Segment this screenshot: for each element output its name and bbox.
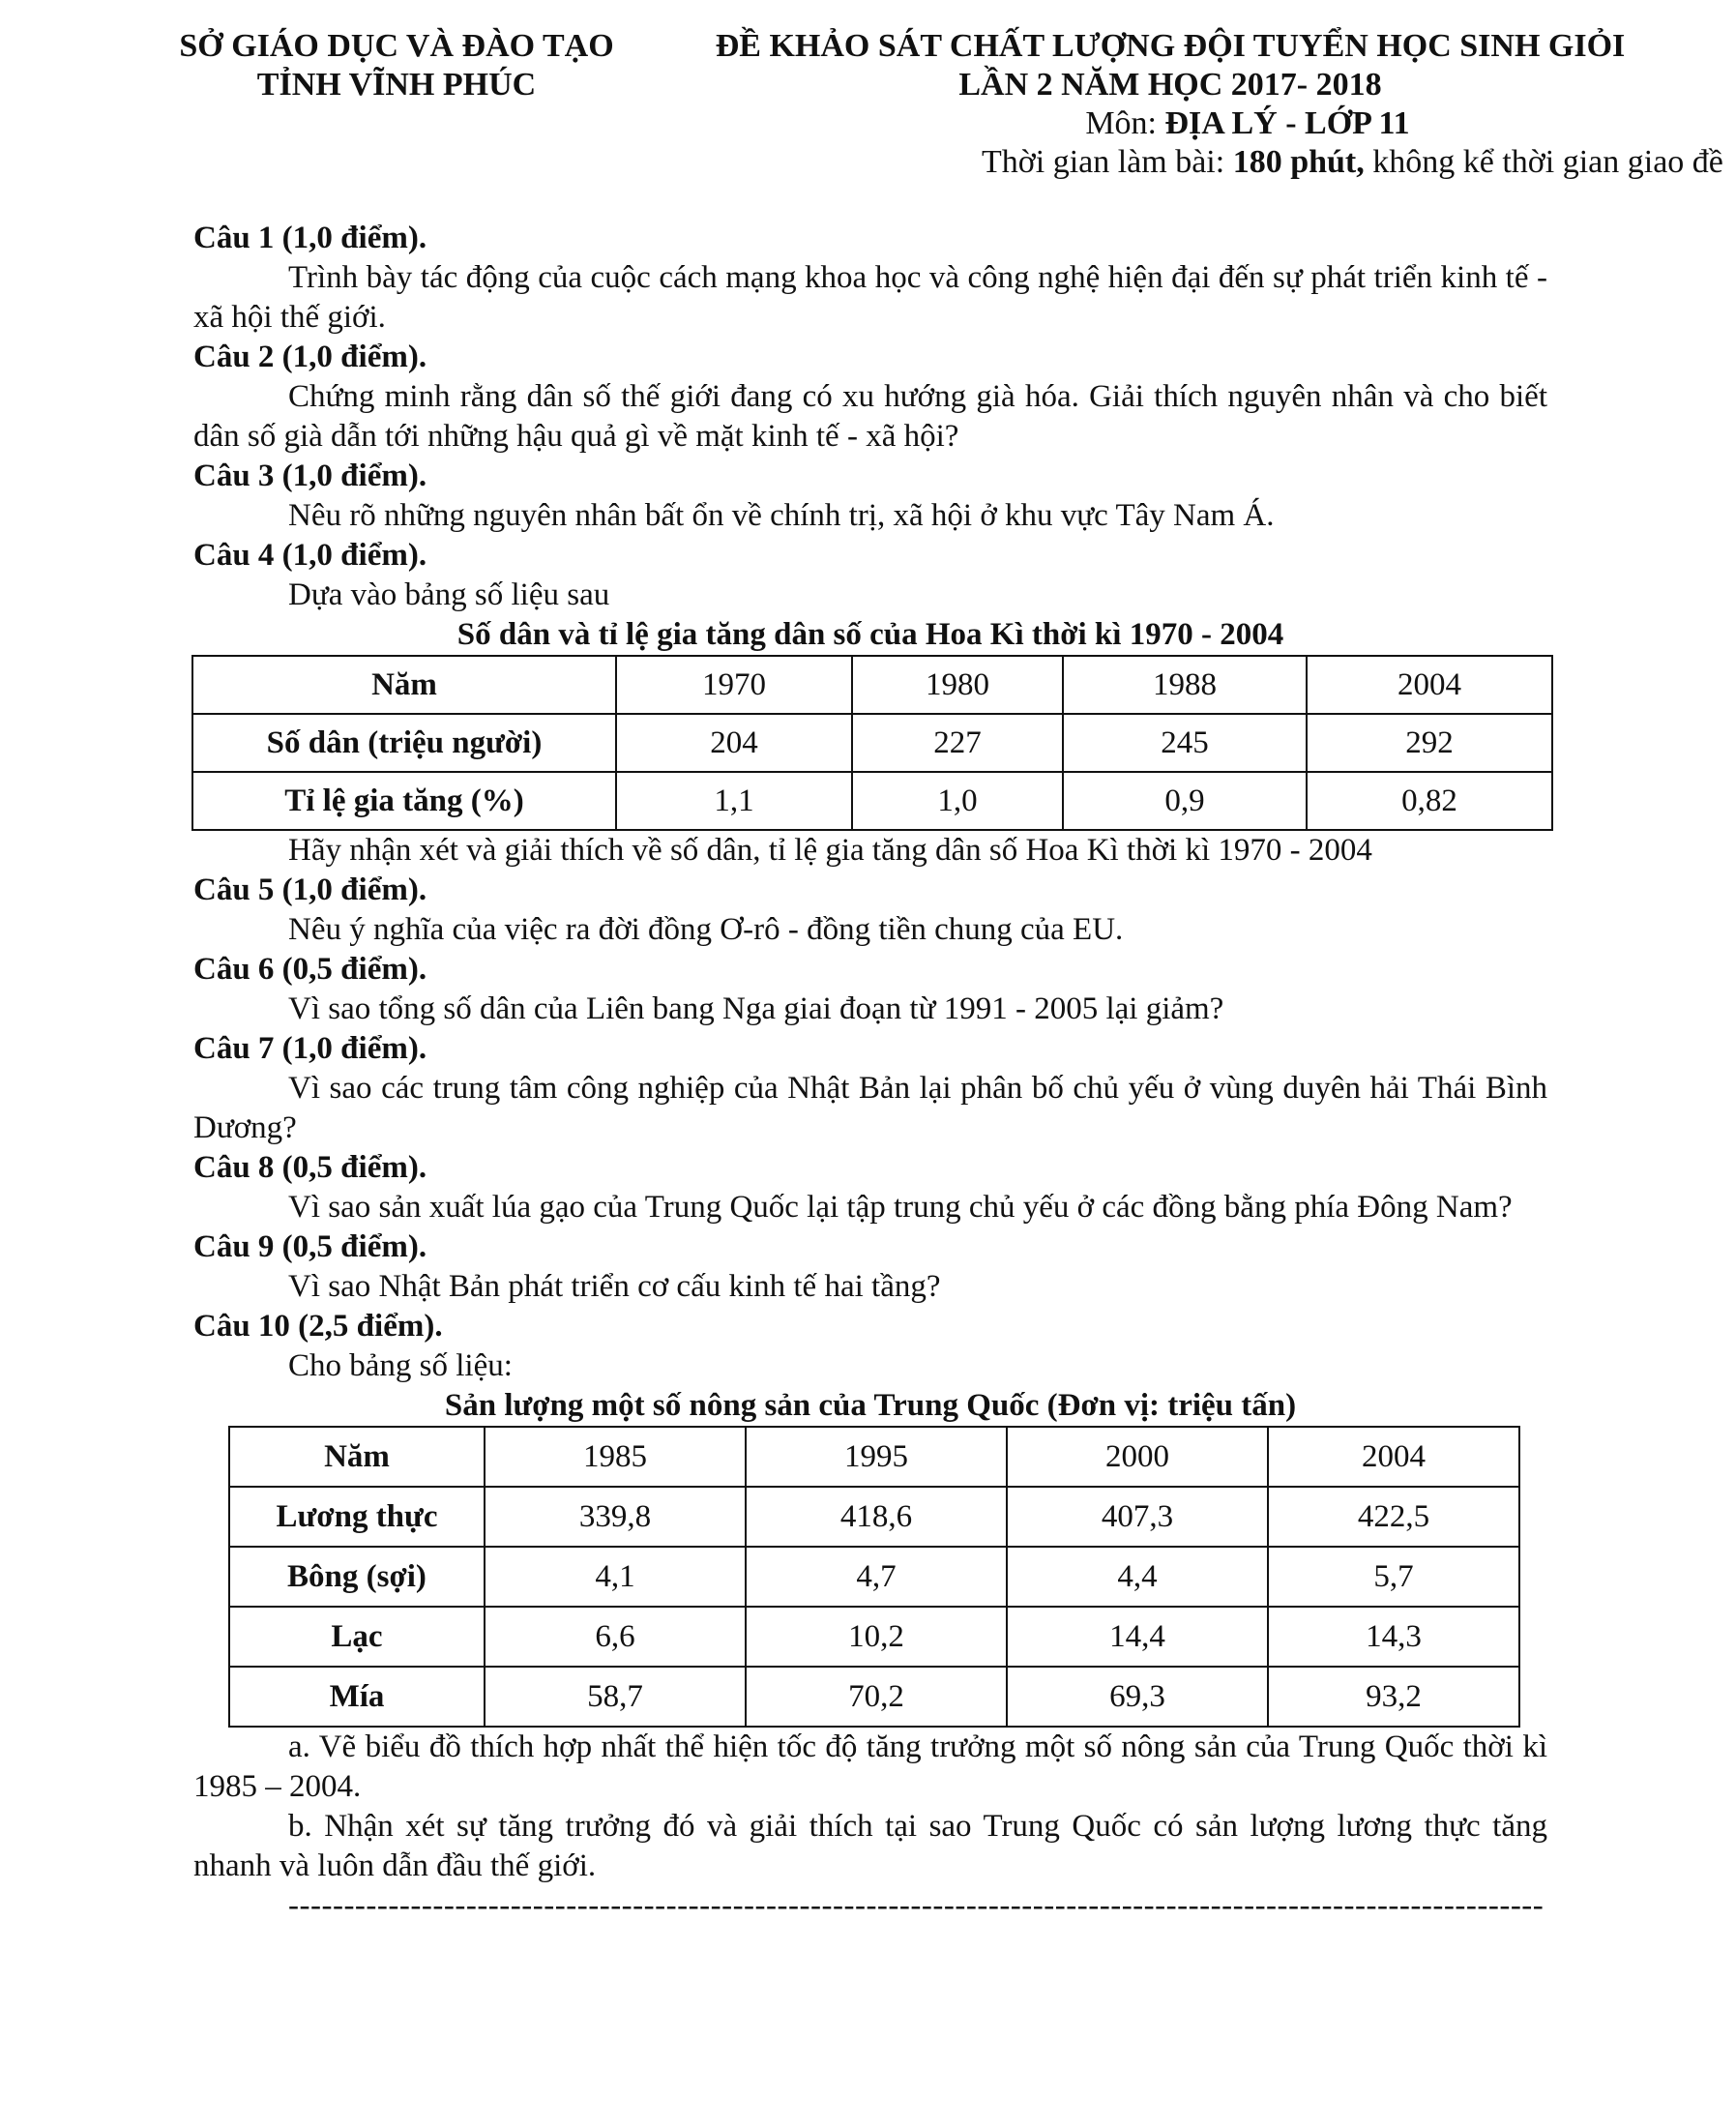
- table-row: [229, 1427, 1519, 1487]
- table-row: [192, 656, 1552, 714]
- table-row-label: Mía: [229, 1667, 485, 1727]
- table-cell: 0,82: [1307, 772, 1552, 830]
- table-cell: 14,4: [1007, 1607, 1268, 1667]
- table-header-cell: 1985: [485, 1427, 746, 1487]
- question-2-title: Câu 2 (1,0 điểm).: [193, 340, 427, 374]
- table-cell: 93,2: [1268, 1667, 1519, 1727]
- exam-subject-line: Môn: ĐỊA LÝ - LỚP 11: [1085, 105, 1410, 141]
- table-cell: 0,9: [1063, 772, 1307, 830]
- table-cell: 292: [1307, 714, 1552, 772]
- table-header-cell: 1970: [616, 656, 852, 714]
- question-3-text: Nêu rõ những nguyên nhân bất ổn về chính trị, xã hội ở khu vực Tây Nam Á.: [288, 498, 1275, 533]
- table-cell: 14,3: [1268, 1607, 1519, 1667]
- table-header-cell: 1995: [746, 1427, 1007, 1487]
- table-cell: 418,6: [746, 1487, 1007, 1547]
- exam-subject: ĐỊA LÝ - LỚP 11: [1164, 105, 1410, 141]
- table-header-cell: 2000: [1007, 1427, 1268, 1487]
- table-cell: 227: [852, 714, 1063, 772]
- table-header-cell: Năm: [229, 1427, 485, 1487]
- table-header-cell: 1988: [1063, 656, 1307, 714]
- end-divider: -----------------------------------------------------------------------------------------------------------------: [288, 1888, 1545, 1923]
- exam-questions: [193, 219, 1547, 1926]
- exam-title: ĐỀ KHẢO SÁT CHẤT LƯỢNG ĐỘI TUYỂN HỌC SINH GIỎI: [715, 28, 1626, 64]
- table-row-label: Lương thực: [229, 1487, 485, 1547]
- question-5-text: Nêu ý nghĩa của việc ra đời đồng Ơ-rô - đồng tiền chung của EU.: [288, 912, 1124, 947]
- question-1-title: Câu 1 (1,0 điểm).: [193, 221, 427, 255]
- question-6-title: Câu 6 (0,5 điểm).: [193, 952, 427, 987]
- table-cell: 4,4: [1007, 1547, 1268, 1607]
- table-row-label: Tỉ lệ gia tăng (%): [192, 772, 616, 830]
- question-9-title: Câu 9 (0,5 điểm).: [193, 1229, 427, 1264]
- table-cell: 5,7: [1268, 1547, 1519, 1607]
- table-cell: 4,7: [746, 1547, 1007, 1607]
- exam-duration: 180 phút,: [1232, 144, 1365, 180]
- exam-info-block: [604, 27, 1736, 182]
- question-9-text: Vì sao Nhật Bản phát triển cơ cấu kinh tế hai tầng?: [288, 1269, 941, 1304]
- table-row-label: Số dân (triệu người): [192, 714, 616, 772]
- question-10-intro: Cho bảng số liệu:: [288, 1348, 513, 1383]
- table-1-title: Số dân và tỉ lệ gia tăng dân số của Hoa Kì thời kì 1970 - 2004: [456, 617, 1284, 652]
- exam-round: LẦN 2 NĂM HỌC 2017- 2018: [958, 67, 1382, 103]
- question-6-text: Vì sao tổng số dân của Liên bang Nga giai đoạn từ 1991 - 2005 lại giảm?: [288, 991, 1224, 1026]
- question-5-title: Câu 5 (1,0 điểm).: [193, 872, 427, 907]
- table-cell: 6,6: [485, 1607, 746, 1667]
- table-row: [229, 1607, 1519, 1667]
- exam-time-line: Thời gian làm bài: 180 phút, không kể thời gian giao đề: [982, 144, 1723, 180]
- table-row: [192, 772, 1552, 830]
- question-4-intro: Dựa vào bảng số liệu sau: [288, 577, 610, 612]
- table-cell: 69,3: [1007, 1667, 1268, 1727]
- table-cell: 407,3: [1007, 1487, 1268, 1547]
- table-cell: 1,1: [616, 772, 852, 830]
- table-row: [229, 1547, 1519, 1607]
- question-4-title: Câu 4 (1,0 điểm).: [193, 538, 427, 573]
- question-7-title: Câu 7 (1,0 điểm).: [193, 1031, 427, 1066]
- question-10-part-a: a. Vẽ biểu đồ thích hợp nhất thể hiện tốc độ tăng trưởng một số nông sản của Trung Quốc thời kì 1985 – 2004.: [193, 1729, 1547, 1804]
- department-block: [145, 27, 648, 104]
- table-cell: 4,1: [485, 1547, 746, 1607]
- table-cell: 339,8: [485, 1487, 746, 1547]
- table-row-label: Lạc: [229, 1607, 485, 1667]
- table-row: [229, 1487, 1519, 1547]
- question-10-part-b: b. Nhận xét sự tăng trưởng đó và giải thích tại sao Trung Quốc có sản lượng lương thực tăng nhanh và luôn dẫn đầu thế giới.: [193, 1809, 1547, 1883]
- question-3-title: Câu 3 (1,0 điểm).: [193, 458, 427, 493]
- table-header-cell: 2004: [1307, 656, 1552, 714]
- question-10-title: Câu 10 (2,5 điểm).: [193, 1309, 443, 1344]
- table-row: [192, 714, 1552, 772]
- question-8-text: Vì sao sản xuất lúa gạo của Trung Quốc lại tập trung chủ yếu ở các đồng bằng phía Đông Nam?: [288, 1190, 1513, 1225]
- table-cell: 204: [616, 714, 852, 772]
- table-row-label: Bông (sợi): [229, 1547, 485, 1607]
- table-cell: 10,2: [746, 1607, 1007, 1667]
- question-7-text: Vì sao các trung tâm công nghiệp của Nhật Bản lại phân bố chủ yếu ở vùng duyên hải Thái Bình Dương?: [193, 1071, 1547, 1145]
- question-1-text: Trình bày tác động của cuộc cách mạng khoa học và công nghệ hiện đại đến sự phát triển kinh tế - xã hội thế giới.: [193, 260, 1547, 335]
- table-header-cell: 1980: [852, 656, 1063, 714]
- us-population-table: [191, 655, 1553, 831]
- table-cell: 422,5: [1268, 1487, 1519, 1547]
- table-row: [229, 1667, 1519, 1727]
- province-name: TỈNH VĨNH PHÚC: [256, 67, 537, 103]
- question-4-task: Hãy nhận xét và giải thích về số dân, tỉ lệ gia tăng dân số Hoa Kì thời kì 1970 - 2004: [288, 833, 1372, 868]
- question-2-text: Chứng minh rằng dân số thế giới đang có xu hướng già hóa. Giải thích nguyên nhân và cho biết dân số già dẫn tới những hậu quả gì về mặt kinh tế - xã hội?: [193, 379, 1547, 454]
- table-cell: 58,7: [485, 1667, 746, 1727]
- department-name: SỞ GIÁO DỤC VÀ ĐÀO TẠO: [179, 28, 614, 64]
- table-cell: 70,2: [746, 1667, 1007, 1727]
- table-header-cell: Năm: [192, 656, 616, 714]
- question-8-title: Câu 8 (0,5 điểm).: [193, 1150, 427, 1185]
- table-2-title: Sản lượng một số nông sản của Trung Quốc (Đơn vị: triệu tấn): [444, 1388, 1297, 1423]
- table-header-cell: 2004: [1268, 1427, 1519, 1487]
- table-cell: 1,0: [852, 772, 1063, 830]
- china-agriculture-table: [228, 1426, 1520, 1728]
- table-cell: 245: [1063, 714, 1307, 772]
